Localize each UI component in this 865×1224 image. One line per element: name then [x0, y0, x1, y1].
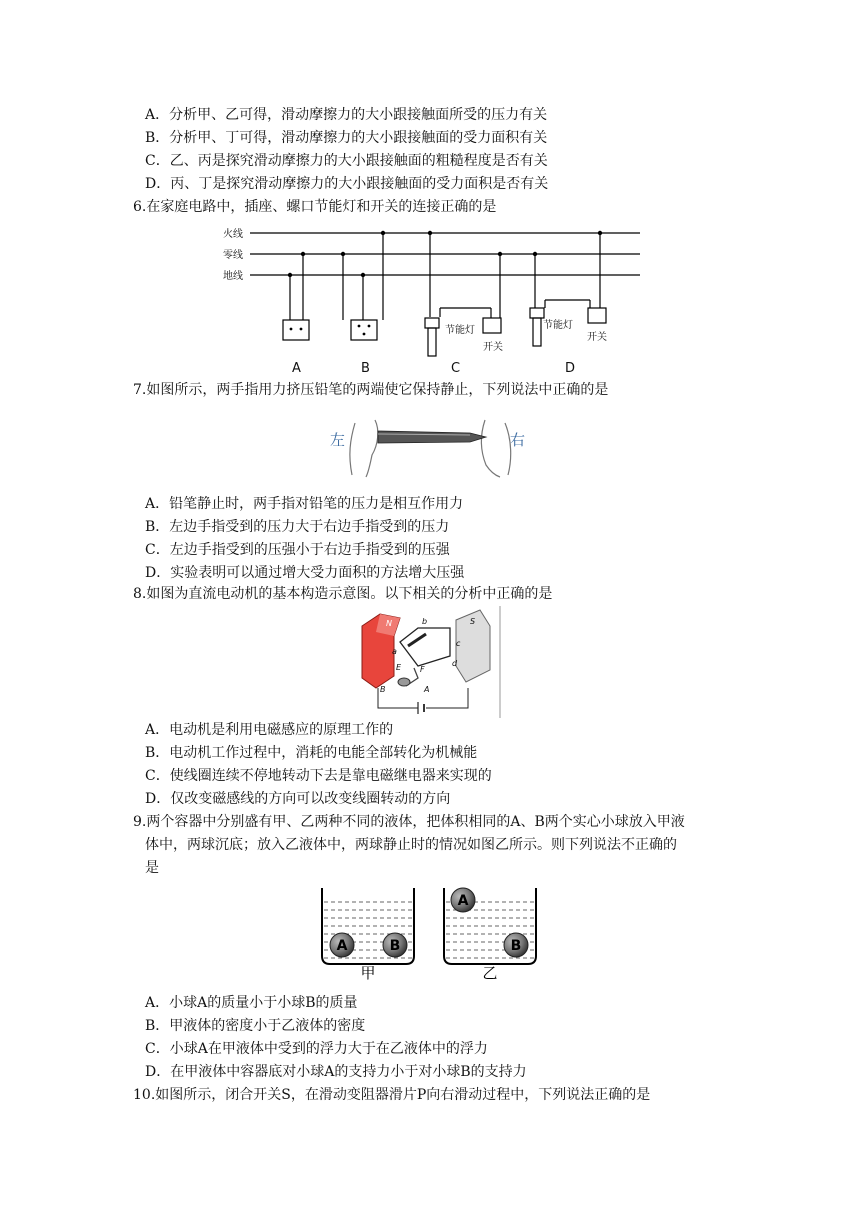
q5-option-a: A．分析甲、乙可得，滑动摩擦力的大小跟接触面所受的压力有关 [145, 107, 548, 123]
q9-containers-figure [318, 884, 543, 982]
q9-option-c: C．小球A在甲液体中受到的浮力大于在乙液体中的浮力 [145, 1041, 488, 1057]
choice-label-c: C [451, 361, 461, 376]
q7-option-a: A．铅笔静止时，两手指对铅笔的压力是相互作用力 [145, 496, 464, 512]
switch-label-d: 开关 [587, 332, 607, 343]
q7-left-label: 左 [330, 431, 346, 449]
wire-label-neutral: 零线 [223, 250, 243, 261]
q5-option-b: B．分析甲、丁可得，滑动摩擦力的大小跟接触面的受力面积有关 [145, 130, 548, 146]
q9-ball-b-yi: B [510, 938, 522, 954]
q6-circuit-diagram [215, 222, 645, 377]
lamp-label-d: 节能灯 [543, 320, 573, 331]
wire-label-ground: 地线 [223, 271, 243, 282]
q9-ball-b-jia: B [389, 938, 401, 954]
q8-label-f: F [420, 665, 425, 674]
choice-label-d: D [565, 361, 576, 376]
q7-option-c: C．左边手指受到的压强小于右边手指受到的压强 [145, 542, 450, 558]
q8-label-c: c [456, 639, 461, 648]
q7-right-label: 右 [510, 431, 526, 449]
q9-stem-line-1: 9.两个容器中分别盛有甲、乙两种不同的液体，把体积相同的A、B两个实心小球放入甲液 [133, 814, 685, 830]
q5-option-d: D．丙、丁是探究滑动摩擦力的大小跟接触面的受力面积是否有关 [145, 176, 549, 192]
q8-label-b: b [422, 617, 428, 626]
q8-stem: 8.如图为直流电动机的基本构造示意图。以下相关的分析中正确的是 [133, 586, 553, 602]
q8-label-brush-b: B [380, 685, 386, 694]
q9-ball-a-yi: A [457, 893, 469, 909]
q8-label-n: N [386, 619, 392, 628]
q8-option-b: B．电动机工作过程中，消耗的电能全部转化为机械能 [145, 745, 478, 761]
q9-ball-a-jia: A [336, 938, 348, 954]
choice-label-a: A [292, 361, 301, 376]
switch-label-c: 开关 [483, 342, 503, 353]
q8-label-brush-a: A [424, 685, 430, 694]
q8-label-a: a [392, 647, 397, 656]
q9-option-a: A．小球A的质量小于小球B的质量 [145, 995, 358, 1011]
q9-option-b: B．甲液体的密度小于乙液体的密度 [145, 1018, 366, 1034]
q8-label-e: E [396, 663, 402, 672]
q9-caption-jia: 甲 [360, 964, 376, 982]
q8-option-c: C．使线圈连续不停地转动下去是靠电磁继电器来实现的 [145, 768, 492, 784]
q6-stem: 6.在家庭电路中，插座、螺口节能灯和开关的连接正确的是 [133, 199, 497, 215]
lamp-label-c: 节能灯 [445, 325, 475, 336]
q8-motor-figure [358, 606, 503, 721]
choice-label-b: B [361, 361, 370, 376]
q10-stem: 10.如图所示，闭合开关S，在滑动变阻器滑片P向右滑动过程中，下列说法正确的是 [133, 1087, 651, 1103]
q9-option-d: D．在甲液体中容器底对小球A的支持力小于对小球B的支持力 [145, 1064, 527, 1080]
q8-option-a: A．电动机是利用电磁感应的原理工作的 [145, 722, 394, 738]
q7-option-b: B．左边手指受到的压力大于右边手指受到的压力 [145, 519, 450, 535]
q9-caption-yi: 乙 [482, 964, 498, 982]
q7-stem: 7.如图所示，两手指用力挤压铅笔的两端使它保持静止，下列说法中正确的是 [133, 382, 609, 398]
q5-option-c: C．乙、丙是探究滑动摩擦力的大小跟接触面的粗糙程度是否有关 [145, 153, 548, 169]
q7-pencil-figure [330, 415, 530, 480]
wire-label-live: 火线 [223, 229, 243, 240]
q8-label-d: d [452, 659, 458, 668]
q9-stem-line-3: 是 [145, 860, 159, 876]
q9-stem-line-2: 体中，两球沉底；放入乙液体中，两球静止时的情况如图乙所示。则下列说法不正确的 [145, 837, 677, 853]
q7-option-d: D．实验表明可以通过增大受力面积的方法增大压强 [145, 565, 465, 581]
q8-label-s: S [470, 617, 476, 626]
q8-option-d: D．仅改变磁感线的方向可以改变线圈转动的方向 [145, 791, 451, 807]
